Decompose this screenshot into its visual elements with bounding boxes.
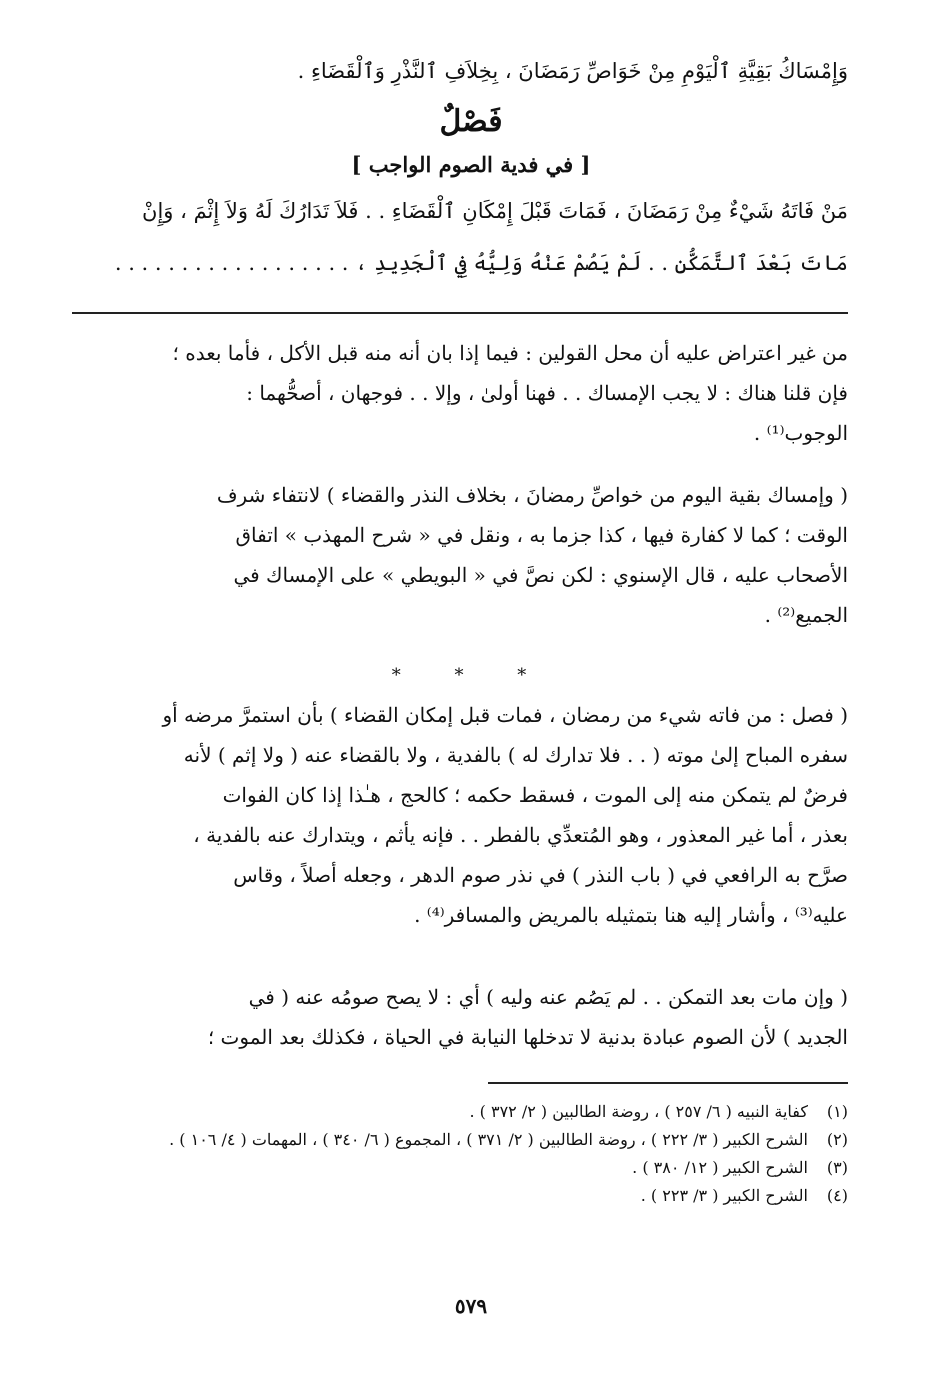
commentary-line: الجميع⁽²⁾ . xyxy=(764,603,848,627)
footnote-4 xyxy=(72,1182,848,1210)
commentary-line: من غير اعتراض عليه أن محل القولين : فيما إذا بان أنه منه قبل الأكل ، فأما بعده ؛ xyxy=(172,341,848,365)
commentary-line: ( وإن مات بعد التمكن . . لم يَصُم عنه وليه ) أي : لا يصح صومُه عنه ( في xyxy=(248,985,848,1009)
commentary-line: سفره المباح إلىٰ موته ( . . فلا تدارك له ) بالفدية ، ولا بالقضاء عنه ( ولا إثم ) لأنه xyxy=(183,743,848,767)
section-subheading: [ في فدية الصوم الواجب ] xyxy=(351,152,591,177)
matn-paragraph xyxy=(72,192,848,282)
commentary-line: الوقت ؛ كما لا كفارة فيها ، كذا جزما به ، ونقل في « شرح المهذب » اتفاق xyxy=(235,523,848,547)
footnote-number: (٤) xyxy=(826,1186,848,1205)
commentary-line: ( وإمساك بقية اليوم من خواصِّ رمضانَ ، بخلاف النذر والقضاء ) لانتفاء شرف xyxy=(216,483,848,507)
commentary-line: فإن قلنا هناك : لا يجب الإمساك . . فهنا أولىٰ ، وإلا . . فوجهان ، أصحُّهما : xyxy=(246,381,848,405)
commentary-line: الجديد ) لأن الصوم عبادة بدنية لا تدخلها النيابة في الحياة ، فكذلك بعد الموت ؛ xyxy=(207,1025,848,1049)
footnote-2 xyxy=(72,1126,848,1154)
footnote-text: الشرح الكبير ( ٣/ ٢٢٣ ) . xyxy=(640,1186,808,1205)
footnote-text: الشرح الكبير ( ٣/ ٢٢٢ ) ، روضة الطالبين ( ٢/ ٣٧١ ) ، المجموع ( ٦/ ٣٤٠ ) ، المهمات ( ٤/ ١٠٦ ) . xyxy=(169,1130,808,1149)
matn-text: مَاتَ بَعْدَ ٱلتَّمَكُّنِ . . لَمْ يَصُمْ عَنْهُ وَلِيُّهُ فِي ٱلْجَدِيدِ ، . . . . . . . . . . . . . . . . . . xyxy=(114,251,848,275)
commentary-line: الوجوب⁽¹⁾ . xyxy=(753,421,848,445)
matn-text: مَنْ فَاتَهُ شَيْءٌ مِنْ رَمَضَانَ ، فَمَاتَ قَبْلَ إِمْكَانِ ٱلْقَضَاءِ . . فَلاَ تَدَارُكَ لَهُ وَلاَ إِثْمَ ، وَإِنْ xyxy=(142,199,848,223)
footnote-number: (٣) xyxy=(826,1158,848,1177)
commentary-paragraph-3 xyxy=(72,696,848,936)
footnote-1 xyxy=(72,1098,848,1126)
footnote-text: كفاية النبيه ( ٦/ ٢٥٧ ) ، روضة الطالبين ( ٢/ ٣٧٢ ) . xyxy=(469,1102,808,1121)
matn-line-1 xyxy=(72,52,848,90)
commentary-line: صرَّح به الرافعي في ( باب النذر ) في نذر صوم الدهر ، وجعله أصلاً ، وقاس xyxy=(233,863,848,887)
fasl-title: فَصْلٌ xyxy=(439,104,503,139)
footnote-number: (١) xyxy=(826,1102,848,1121)
matn-text: وَإِمْسَاكُ بَقِيَّةِ ٱلْيَوْمِ مِنْ خَوَاصِّ رَمَضَانَ ، بِخِلاَفِ ٱلنَّذْرِ وَٱلْقَضَاءِ . xyxy=(297,59,848,83)
footnote-number: (٢) xyxy=(826,1130,848,1149)
commentary-line: ( فصل : من فاته شيء من رمضان ، فمات قبل إمكان القضاء ) بأن استمرَّ مرضه أو xyxy=(162,703,848,727)
commentary-paragraph-4 xyxy=(72,978,848,1058)
footnote-separator-rule xyxy=(488,1082,848,1084)
commentary-paragraph-1 xyxy=(72,334,848,454)
footnotes xyxy=(72,1098,848,1210)
footnote-3 xyxy=(72,1154,848,1182)
commentary-line: بعذر ، أما غير المعذور ، وهو المُتعدِّي بالفطر . . فإنه يأثم ، ويتدارك عنه بالفدية ، xyxy=(193,823,848,847)
matn-separator-rule xyxy=(72,312,848,314)
section-divider-stars: * * * xyxy=(391,665,551,686)
commentary-line: الأصحاب عليه ، قال الإسنوي : لكن نصَّ في « البويطي » على الإمساك في xyxy=(233,563,848,587)
footnote-text: الشرح الكبير ( ١٢/ ٣٨٠ ) . xyxy=(632,1158,808,1177)
commentary-line: فرضٌ لم يتمكن منه إلى الموت ، فسقط حكمه ؛ كالحج ، هـٰذا إذا كان الفوات xyxy=(222,783,848,807)
page-number: ٥٧٩ xyxy=(454,1294,488,1318)
commentary-line: عليه⁽³⁾ ، وأشار إليه هنا بتمثيله بالمريض والمسافر⁽⁴⁾ . xyxy=(414,903,848,927)
commentary-paragraph-2 xyxy=(72,476,848,636)
